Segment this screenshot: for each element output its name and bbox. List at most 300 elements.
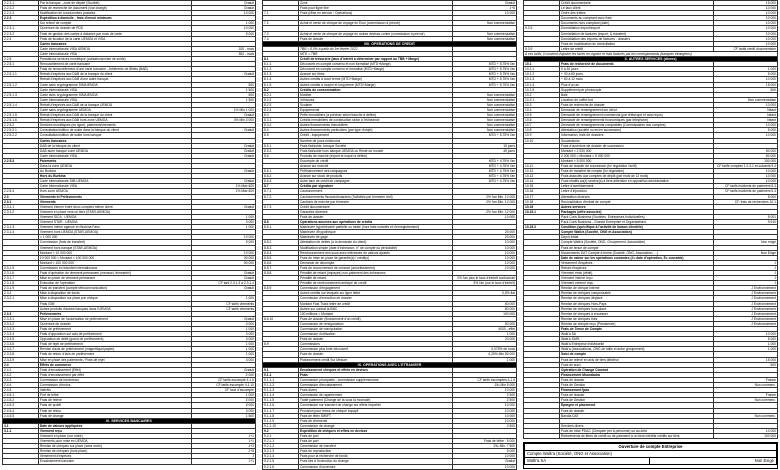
tariff-value: 3% l'an (sur le taux d'intérêt) bbox=[453, 281, 517, 286]
tariff-label: Ordre des traites bbox=[560, 11, 714, 16]
tariff-code: 9.1.1.6 bbox=[263, 403, 299, 408]
tariff-label: Prélèvements bbox=[38, 311, 191, 316]
tariff-value: 5 000 bbox=[192, 240, 256, 245]
tariff-value: MTD + 5,75% l'an bbox=[453, 67, 517, 72]
tariff-value: 2 500 bbox=[453, 423, 517, 428]
section-header: IX. OPERATIONS AVEC L'ETRANGER bbox=[263, 362, 517, 367]
tariff-label: Mise à disposition sur place par chèque bbox=[38, 296, 191, 301]
tariff-label: Pack Coris Business - Grande Entreprise et Organisations bbox=[560, 220, 714, 225]
tariff-value: Gratuit bbox=[192, 367, 256, 372]
tariff-label: Préfinancement des campagnes bbox=[299, 169, 453, 174]
tariff-code: 2.3.3.2 bbox=[3, 321, 39, 326]
tariff-label: Commission de bordereau bbox=[38, 377, 191, 382]
tariff-value: Gratuit bbox=[192, 179, 256, 184]
tariff-label: Walk'a Entreprise Individuelle bbox=[560, 342, 714, 347]
tariff-code: 2.2.5.1.3 bbox=[3, 92, 39, 97]
tariff-value: 10 000 bbox=[453, 240, 517, 245]
tariff-label: Virements pour mise en UEMOA bbox=[38, 439, 191, 444]
tariff-label: Autres crédits sur lesquels sur ligne lettre bbox=[299, 291, 453, 296]
tariff-code: 8.3.1 bbox=[263, 118, 299, 123]
tariff-label: Virement interne entre deux comptes même client bbox=[38, 204, 191, 209]
tariff-value: J bbox=[714, 276, 778, 281]
tariff-code: 8.6.1 bbox=[263, 169, 299, 174]
tariff-value: Gratuit bbox=[192, 286, 256, 291]
tariff-label: Date de valeur sur les opérations courantes (J= date d'opération, E= ouvrable) bbox=[560, 255, 714, 260]
tariff-value: MTD + 5,75% l'an bbox=[453, 62, 517, 67]
tariff-label: Frais de gestion des cartes à distance par mois de carte bbox=[38, 31, 191, 36]
tariff-value: J Environnement bbox=[714, 296, 778, 301]
tariff-label: Frais de dossier de succession (hz régulation l'actif) bbox=[560, 164, 714, 169]
tariff-label: Saisi de compte bbox=[560, 352, 714, 357]
tariff-label: Frais de retour bbox=[38, 408, 191, 413]
tariff-label: Ouverture de dossier de PDS bbox=[38, 26, 191, 31]
tariff-value: 1 000 bbox=[192, 393, 256, 398]
tariff-code: 10.19.2 bbox=[524, 225, 560, 230]
tariff-value: 10 000 bbox=[453, 403, 517, 408]
tariff-value: Non commercialisé bbox=[453, 102, 517, 107]
tariff-code: 8.1 bbox=[263, 57, 299, 62]
box-row-value: Non Exigé bbox=[650, 458, 777, 465]
tariff-label: Véhicules bbox=[299, 97, 453, 102]
tariff-label: Hors zone UEMOA bbox=[38, 189, 191, 194]
tariff-code: 8.8.7 bbox=[263, 265, 299, 270]
tariff-code: 2.3.1.1 bbox=[3, 204, 39, 209]
tariff-value: 1 000 bbox=[714, 347, 778, 352]
tariff-code: 2.2.5.1.2 bbox=[3, 82, 39, 87]
tariff-code: 9.1.1.5 bbox=[263, 398, 299, 403]
tariff-value: 1 500 bbox=[192, 97, 256, 102]
tariff-label: Provision pour retour de chèque impayé bbox=[299, 408, 453, 413]
tariff-value: 2% l'an Min. 12 000 bbox=[453, 209, 517, 214]
tariff-label: 100 millions < Montant bbox=[299, 311, 453, 316]
tariff-label: Carte avec cryptogramme SIM/UEMOA bbox=[38, 92, 191, 97]
tariff-label: Montant > 5 000 000 bbox=[560, 158, 714, 163]
tariff-value: 1 000 bbox=[192, 347, 256, 352]
tariff-value: 10 000 bbox=[714, 31, 778, 36]
tariff-code: 10.5 bbox=[524, 113, 560, 118]
tariff-label: Frais de transfert de compte (hz régulation) bbox=[560, 169, 714, 174]
tariff-code: 8.2.1 bbox=[263, 92, 299, 97]
tariff-value: 10 000 bbox=[453, 413, 517, 418]
tariff-label: Frais relatifs au(x) service(s) à tiers détention en opposition administrative bbox=[560, 179, 714, 184]
tariff-code: 8.8.6 bbox=[263, 260, 299, 265]
section-header: VIII. OPERATIONS DE CREDIT bbox=[263, 41, 517, 46]
tariff-label: Pack Coris Business (Sociétés, Entreprises Individuelles) bbox=[560, 214, 714, 219]
tariff-label: DAB de la banque du client bbox=[38, 143, 191, 148]
tariff-value: 3 000 bbox=[192, 357, 256, 362]
tariff-label: Cautionnement bbox=[299, 189, 453, 194]
tariff-value: 100 - mois bbox=[192, 46, 256, 51]
tariff-label: Frais de télex SWIFT bbox=[299, 413, 453, 418]
tariff-value: 10 000 bbox=[714, 77, 778, 82]
tariff-value: 1 500 bbox=[192, 87, 256, 92]
tariff-value: 15 000 bbox=[714, 82, 778, 87]
tariff-label: Virement externe reçu bbox=[560, 281, 714, 286]
tariff-value: 1 000 bbox=[714, 342, 778, 347]
tariff-label: Lettre de crédit bbox=[560, 46, 714, 51]
tariff-code: 2.2.2.1 bbox=[3, 1, 39, 6]
tariff-value: J+1 bbox=[192, 459, 256, 464]
tariff-value: 2 500 bbox=[453, 398, 517, 403]
tariff-label: Documents au comptant avec frais bbox=[560, 16, 714, 21]
tariff-value: 10 000 bbox=[714, 6, 778, 11]
tariff-code: 2.3 bbox=[3, 194, 39, 199]
tariff-value: J Environnement bbox=[714, 311, 778, 316]
tariff-value: 10 000 bbox=[453, 260, 517, 265]
tariff-code: 2.2.5.1.6 bbox=[3, 118, 39, 123]
tariff-value: 5 000 bbox=[192, 31, 256, 36]
tariff-value: CF tarifs crédit documentaire bbox=[714, 46, 778, 51]
tariff-code: 8.7.2 bbox=[263, 194, 299, 199]
tariff-value: MTD + 4,75% l'an bbox=[453, 169, 517, 174]
tariff-label: Carte internationale VISA bbox=[38, 97, 191, 102]
tariff-label: + 30 à 60 jours bbox=[560, 72, 714, 77]
tariff-code: 10.10 bbox=[524, 138, 560, 143]
tariff-value: J+5 bbox=[453, 6, 517, 11]
tariff-value: 5 000 bbox=[453, 449, 517, 454]
column-right bbox=[523, 0, 778, 470]
tariff-value: 5 000 bbox=[714, 72, 778, 77]
tariff-code: 7.4 bbox=[263, 36, 299, 41]
tariff-code: 8.1.3 bbox=[263, 72, 299, 77]
tariff-value: 10 000 bbox=[714, 179, 778, 184]
tariff-value: 0,5% flat bbox=[453, 291, 517, 296]
tariff-label: Frais de protêt bbox=[38, 403, 191, 408]
tariff-value: CF. frais de recherches 10.1 bbox=[714, 199, 778, 204]
tariff-label: Commission de rapatriement bbox=[299, 393, 453, 398]
tariff-label: Frais de dossier (financement d'un crédit) bbox=[299, 316, 453, 321]
tariff-label: Mise en place de l'autorisation de prélèvement bbox=[38, 316, 191, 321]
tariff-label: Mouvements DAT Compte à terme (Société, ONG, Association, ...) bbox=[560, 250, 714, 255]
tariff-label: Achat et vente de chèque de voyage en autres devises contre (commission à prévoir) bbox=[299, 31, 453, 36]
tariff-value: 3 000 bbox=[192, 321, 256, 326]
tariff-label: Commission d'ouverture bbox=[299, 464, 453, 469]
tariff-value: J Environnement bbox=[714, 306, 778, 311]
tariff-value: Gratuit bbox=[192, 148, 256, 153]
tariff-value: 100 000 bbox=[453, 311, 517, 316]
tariff-label: Commission en transfert internationaux bbox=[38, 265, 191, 270]
tariff-code: 3.1.1 bbox=[3, 428, 39, 433]
tariff-label: Demande de renseignements comptables (Commissaires aux comptes) bbox=[560, 123, 714, 128]
tariff-value: 10 000 bbox=[453, 255, 517, 260]
tariff-value: 1 000 bbox=[453, 357, 517, 362]
tariff-value: J+1 bbox=[192, 439, 256, 444]
tariff-label: Retrait d'espèces aux DAB d'une autre banque bbox=[38, 77, 191, 82]
tariff-label: Frais associés aux comptes de dépôt (par mois de 12 mois) bbox=[560, 174, 714, 179]
tariff-code: 9.2.1.5 bbox=[263, 459, 299, 464]
tariff-code: 2.4.1 bbox=[3, 367, 39, 372]
tariff-table-middle bbox=[262, 0, 517, 470]
column-middle bbox=[262, 0, 517, 470]
tariff-value: 100 000 bbox=[714, 433, 778, 438]
tariff-label: Produits de marché (export et import à définir) bbox=[299, 153, 453, 158]
tariff-value: 0,25% Min 50 000 bbox=[453, 352, 517, 357]
tariff-code: 8.4 bbox=[263, 128, 299, 133]
tariff-label: Frais de dossier bbox=[560, 377, 714, 382]
tariff-code: 8.8.9 bbox=[263, 286, 299, 291]
tariff-value: 10 000 bbox=[192, 11, 256, 16]
tariff-code: 9.3.9 bbox=[524, 46, 560, 51]
tariff-value: CF tarifs incidents de paiement 5.3 bbox=[714, 189, 778, 194]
tariff-value: Gratuit bbox=[192, 72, 256, 77]
tariff-value: 20 000 bbox=[453, 235, 517, 240]
tariff-code: 2.4.5.2 bbox=[3, 398, 39, 403]
tariff-label: Pénalité de remboursement anticipé de crédit bbox=[299, 281, 453, 286]
tariff-label: Demande de renseignement sur client bbox=[560, 107, 714, 112]
tariff-code: 10.6 bbox=[524, 118, 560, 123]
tariff-label: Port de lettre bbox=[38, 393, 191, 398]
tariff-value: Gratuit bbox=[192, 276, 256, 281]
tariff-label: Opérations annexes aux opérations de crédits bbox=[299, 220, 453, 225]
tariff-code: 8.8.4 bbox=[263, 250, 299, 255]
tariff-code: 2.2.5.2.1 bbox=[3, 128, 39, 133]
tariff-label: Frais (Mise en service / Opérations) bbox=[299, 11, 453, 16]
tariff-value: 10 000 bbox=[714, 21, 778, 26]
tariff-label: Frais flat/solde, banque Société bbox=[299, 143, 453, 148]
tariff-label: Mise en place de virement permanent bbox=[38, 276, 191, 281]
tariff-code: 8.1.5 bbox=[263, 82, 299, 87]
tariff-label: Commission d'encaissement bbox=[299, 383, 453, 388]
tariff-label: Mainlevée d'hypothèque bbox=[299, 230, 453, 235]
tariff-label: Virement SICA - UEMOA bbox=[38, 214, 191, 219]
tariff-label: Frais de transfert (compte télécommunication) bbox=[38, 286, 191, 291]
account-opening-box bbox=[523, 442, 778, 469]
tariff-label: Retrait d'espèces aux DAB hors zone UEMOA bbox=[38, 118, 191, 123]
tariff-code: 10.14 bbox=[524, 179, 560, 184]
tariff-code: 9.1.1.4 bbox=[263, 393, 299, 398]
tariff-code: 10.16 bbox=[524, 189, 560, 194]
tariff-code: 10.1.1 bbox=[524, 67, 560, 72]
tariff-value: 10 000 bbox=[453, 418, 517, 423]
tariff-label: Mise à disposition de fonds bbox=[38, 291, 191, 296]
tariff-label: Frais de dossier bbox=[299, 36, 453, 41]
tariff-label: Frais de renouvellement d'une carte bancaire - Adhérents de Billets (BAB) bbox=[38, 67, 191, 72]
tariff-label: Avance sur titres bbox=[299, 72, 453, 77]
tariff-code: 10.1 bbox=[524, 62, 560, 67]
tariff-label: Frais de prélèvement bbox=[38, 327, 191, 332]
tariff-label: Frais de dossier bbox=[299, 214, 453, 219]
tariff-code: 2.3.3 bbox=[3, 311, 39, 316]
tariff-label: Attestation (société ou en/en succession) bbox=[560, 128, 714, 133]
tariff-label: Autres financements immobiliers bbox=[299, 123, 453, 128]
tariff-label: Commission d'exécution de dossier bbox=[299, 296, 453, 301]
tariff-label: Virement STAR - UEMOA bbox=[38, 220, 191, 225]
tariff-label: Consultation/édition de solde hors banque bbox=[38, 133, 191, 138]
tariff-value: 15 jours bbox=[453, 143, 517, 148]
tariff-value: 1 000 bbox=[192, 352, 256, 357]
tariff-value: J+3 bbox=[192, 444, 256, 449]
tariff-label: Ouverture de dossier bbox=[38, 321, 191, 326]
tariff-label: Frais de Gestion bbox=[560, 383, 714, 388]
tariff-value: Non commercialisé bbox=[453, 113, 517, 118]
tariff-row bbox=[263, 464, 517, 469]
tariff-table-right bbox=[523, 0, 778, 439]
tariff-value: 50 000 bbox=[192, 260, 256, 265]
tariff-label: Effets de commerce bbox=[38, 362, 191, 367]
tariff-label: Bale bbox=[560, 92, 714, 97]
tariff-value: 100 000 bbox=[714, 158, 778, 163]
tariff-value: Non commercialisé bbox=[453, 123, 517, 128]
tariff-label: Cautionnements fiscaux/douaniers (Sollicités par trimestre civil) bbox=[299, 194, 453, 199]
tariff-code: 8.8.5 bbox=[263, 255, 299, 260]
tariff-value: J bbox=[192, 454, 256, 459]
tariff-code: 2.3.2.1 bbox=[3, 296, 39, 301]
tariff-code: 7.1 bbox=[263, 11, 299, 16]
tariff-value: 3% Min 3 000 bbox=[192, 118, 256, 123]
tariff-label: Avance sur stock de produits bbox=[299, 174, 453, 179]
tariff-label: Frais de mise en place de garantie(s) / crédit(s) bbox=[299, 255, 453, 260]
tariff-label: Crédits immobiliers de construction selon à l'échéance bbox=[299, 118, 453, 123]
tariff-code: 2.3.1.3 bbox=[3, 225, 39, 230]
tariff-label: Modification simple (date d'échéance, n° de compte ou périodicité) bbox=[299, 245, 453, 250]
tariff-label: Le taux client bbox=[560, 6, 714, 11]
tariff-value: Gratuit bbox=[192, 143, 256, 148]
tariff-code: 8.9 bbox=[263, 342, 299, 347]
tariff-label: Virement émis (débit) bbox=[560, 270, 714, 275]
tariff-note: A ces tarifs, il convient d'ajouter les taxes en vigueur et frais facturés par les correspondants (banques étrangères) bbox=[524, 51, 778, 56]
tariff-value: France bbox=[714, 377, 778, 382]
tariff-label: Frais GIM bbox=[38, 301, 191, 306]
tariff-label: Renouvellement de carte bancaire bbox=[38, 62, 191, 67]
tariff-label: Commission de manipulation bbox=[299, 327, 453, 332]
tariff-value: 10 000 bbox=[192, 235, 256, 240]
tariff-code: 2.3.1.6 bbox=[3, 270, 39, 275]
tariff-label: Autres crédits à moyen et long terme (MTD+Marge) bbox=[299, 82, 453, 87]
tariff-code: 8.7.3 bbox=[263, 204, 299, 209]
tariff-label: Plafonnement crédit Sur Mesure bbox=[299, 357, 453, 362]
tariff-value: 5 000 bbox=[714, 128, 778, 133]
tariff-label: Encaissement bancaire bbox=[38, 459, 191, 464]
tariff-label: Crédit documentaire bbox=[560, 1, 714, 6]
tariff-code: 8.6.3 bbox=[263, 179, 299, 184]
tariff-label: Packages (offre associée) bbox=[560, 209, 714, 214]
tariff-value: 2 000 bbox=[192, 372, 256, 377]
tariff-code: 8.2.4 bbox=[263, 107, 299, 112]
tariff-value: CF tarifs virements bbox=[192, 301, 256, 306]
tariff-label: MTD = TBB bbox=[299, 51, 453, 56]
tariff-label: Virement hors banque (STAR-UEMOA) bbox=[38, 245, 191, 250]
tariff-value: 5 000 bbox=[714, 194, 778, 199]
tariff-label: Scolaire bbox=[299, 102, 453, 107]
tariff-value: 9 610 bbox=[714, 220, 778, 225]
tariff-value: Non exigé bbox=[714, 240, 778, 245]
tariff-label: Crédits par signature bbox=[299, 184, 453, 189]
tariff-label: Frais bbox=[299, 372, 453, 377]
tariff-code: 10.1.2 bbox=[524, 72, 560, 77]
tariff-value: J Environnement bbox=[714, 286, 778, 291]
tariff-label: Commission de transfert bbox=[299, 444, 453, 449]
tariff-value: 1 000 bbox=[192, 342, 256, 347]
tariff-label: Frais de Gestion bbox=[560, 398, 714, 403]
tariff-value: MTD + 5,75% l'an bbox=[453, 133, 517, 138]
tariff-label: Avance sur marché bbox=[299, 164, 453, 169]
tariff-code: 2.3.1.8 bbox=[3, 281, 39, 286]
tariff-label: Carte internationale VISA bbox=[38, 87, 191, 92]
tariff-code: 10.12 bbox=[524, 169, 560, 174]
tariff-value: Non commercialisé bbox=[453, 36, 517, 41]
tariff-label: Compte Walk'a (Société, ONG, Groupement, Association) bbox=[560, 240, 714, 245]
tariff-label: Achat et vente de chèque de voyage en Euro (commission à prévoir) bbox=[299, 21, 453, 26]
tariff-value: MTD + 5,75% l'an bbox=[453, 82, 517, 87]
tariff-label: Attestation de dettes (à la demande du client) bbox=[299, 240, 453, 245]
tariff-label: Services divers bbox=[560, 423, 714, 428]
tariff-label: Plus d'un an bbox=[560, 82, 714, 87]
tariff-label: Frais de virements bbox=[299, 418, 453, 423]
tariff-label: Carte internationale VISA UEMOA bbox=[38, 46, 191, 51]
tariff-code: 3.1 bbox=[3, 423, 39, 428]
tariff-code: 2.3.3.1 bbox=[3, 316, 39, 321]
tariff-row bbox=[3, 459, 256, 464]
tariff-label: Condition (spécifique à l'activité de liaison clientèle) bbox=[560, 225, 714, 230]
tariff-value: Non commerc. bbox=[714, 413, 778, 418]
tariff-code: 2.3.1.7 bbox=[3, 276, 39, 281]
tariff-code: 2.2.5.1 bbox=[3, 62, 39, 67]
tariff-value: Non Exigé bbox=[714, 250, 778, 255]
tariff-label: Services monétiques (en ligne), paiement/virements bbox=[38, 123, 191, 128]
tariff-code: 2.4.5.3 bbox=[3, 403, 39, 408]
tariff-value: 10 000 bbox=[714, 11, 778, 16]
tariff-label: Lettre d'avertissement bbox=[560, 184, 714, 189]
tariff-value: 10 000 bbox=[453, 388, 517, 393]
tariff-label: Frais de dossier bbox=[560, 408, 714, 413]
tariff-label: TBB = 8,5% à partir du 1er février 2022 bbox=[299, 46, 453, 51]
tariff-value: 10 000 bbox=[714, 428, 778, 433]
tariff-code: 8.8.2 bbox=[263, 240, 299, 245]
tariff-value: 10 000 bbox=[714, 102, 778, 107]
tariff-code: 2.3.3.4 bbox=[3, 332, 39, 337]
tariff-label: Frais pour la recherche de fonds bbox=[299, 454, 453, 459]
tariff-label: Remise de chèques compensable bbox=[560, 291, 714, 296]
tariff-code: 2.2.5 bbox=[3, 57, 39, 62]
tariff-label: Expédition à domicile - frais d'envoi minimum bbox=[38, 16, 191, 21]
tariff-value: 2% l'an Min. 12 000 bbox=[453, 194, 517, 199]
tariff-code: 2.3.3.7 bbox=[3, 347, 39, 352]
tariff-label: Exécution de l'opération bbox=[38, 281, 191, 286]
tariff-value: CF tarifs virements bbox=[192, 306, 256, 311]
tariff-value: 3 000 bbox=[192, 337, 256, 342]
tariff-label: Remise de chèques hors-place bbox=[560, 306, 714, 311]
tariff-label: Mobilier bbox=[299, 92, 453, 97]
tariff-label: Opération de Change Courant bbox=[560, 367, 714, 372]
tariff-value: Gratuit bbox=[192, 6, 256, 11]
tariff-value: Gratuit bbox=[192, 153, 256, 158]
tariff-value: CF tarif 2.3.1.3 à 2.3.1.4 bbox=[192, 281, 256, 286]
tariff-label: Carte internationale SIM UEMOA bbox=[38, 179, 191, 184]
tariff-label: Prêts immobiliers (à préciser selon tranche à définir) bbox=[299, 113, 453, 118]
tariff-value: 10 000 bbox=[714, 174, 778, 179]
tariff-label: Commissions bbox=[299, 342, 453, 347]
tariff-code: 10.1.5 bbox=[524, 87, 560, 92]
tariff-label: Frais de rejet de prélèvement bbox=[38, 342, 191, 347]
tariff-table-left bbox=[2, 0, 256, 465]
tariff-value: J Environnement bbox=[714, 301, 778, 306]
section-header: III. SERVICES BANCAIRES bbox=[3, 418, 256, 423]
tariff-code: 2.2.4 bbox=[3, 36, 39, 41]
tariff-label: Remise de chèques tirés bbox=[560, 316, 714, 321]
tariff-code: 7.3 bbox=[263, 31, 299, 36]
tariff-value: 1 500 bbox=[192, 413, 256, 418]
tariff-label: Prestations services monétique (cotisations/mise de solde) bbox=[38, 57, 191, 62]
tariff-label: Frais de recouvrement de créance (amortissement) bbox=[299, 265, 453, 270]
tariff-value: Non commercialisé bbox=[714, 97, 778, 102]
tariff-value: 10 000 bbox=[453, 11, 517, 16]
tariff-code: 2.2.2.3 bbox=[3, 11, 39, 16]
tariff-code: 2.2.5.1.5 bbox=[3, 113, 39, 118]
tariff-code: 2.4.5.4 bbox=[3, 408, 39, 413]
tariff-code: 2.4.5.5 bbox=[3, 413, 39, 418]
tariff-code: 10.8 bbox=[524, 128, 560, 133]
tariff-value: 10 000 bbox=[453, 214, 517, 219]
